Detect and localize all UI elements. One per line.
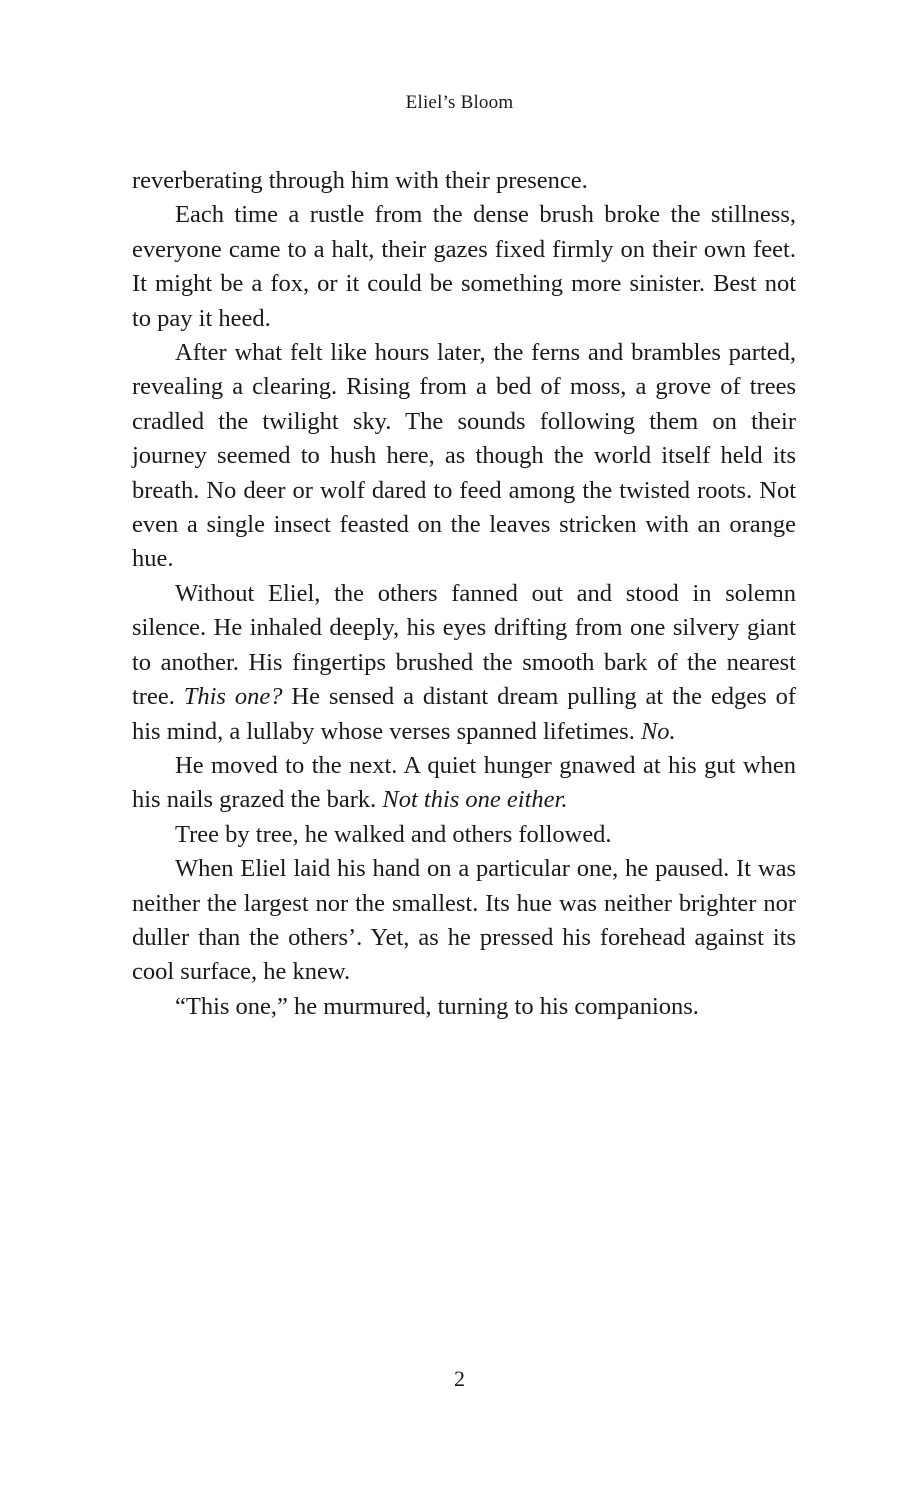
paragraph: Each time a rustle from the dense brush broke the stillness, everyone came to a halt, their gazes fixed firmly on their own feet. It might be a fox, or it could be something more sinister. Best not to pay it heed. — [132, 201, 796, 332]
paragraph — [132, 749, 796, 818]
paragraph-text: Without Eliel, the others fanned out and stood in solemn silence. He inhaled deeply, his eyes drifting from one silvery giant to another. His fingertips brushed the smooth bark of the nearest tree. — [132, 579, 796, 711]
paragraph-text: He sensed a distant dream pulling at the edges of his mind, a lullaby whose verses spanned lifetimes. — [132, 683, 797, 745]
italic-thought: This one? — [183, 683, 283, 711]
page-number: 2 — [454, 1366, 465, 1391]
paragraph: Tree by tree, he walked and others followed. — [175, 820, 612, 848]
italic-thought: Not this one either. — [382, 786, 568, 814]
paragraph: After what felt like hours later, the ferns and brambles parted, revealing a clearing. Rising from a bed of moss, a grove of trees cradled the twilight sky. The sounds following them on their journey seemed to hush here, as though the world itself held its breath. No deer or wolf dared to feed among the twisted roots. Not even a single insect feasted on the leaves stricken with an orange hue. — [132, 339, 796, 573]
running-head: Eliel’s Bloom — [405, 92, 514, 113]
paragraph — [132, 577, 796, 749]
paragraph: When Eliel laid his hand on a particular one, he paused. It was neither the largest nor the smallest. Its hue was neither brighter nor duller than the others’. Yet, as he pressed his forehead against its cool surface, he knew. — [132, 855, 796, 986]
paragraph-text: He moved to the next. A quiet hunger gnawed at his gut when his nails grazed the bark. — [132, 751, 796, 814]
paragraph: “This one,” he murmured, turning to his companions. — [175, 992, 699, 1020]
italic-thought: No. — [640, 717, 676, 745]
body-text — [132, 164, 796, 1024]
paragraph: reverberating through him with their presence. — [132, 167, 588, 194]
